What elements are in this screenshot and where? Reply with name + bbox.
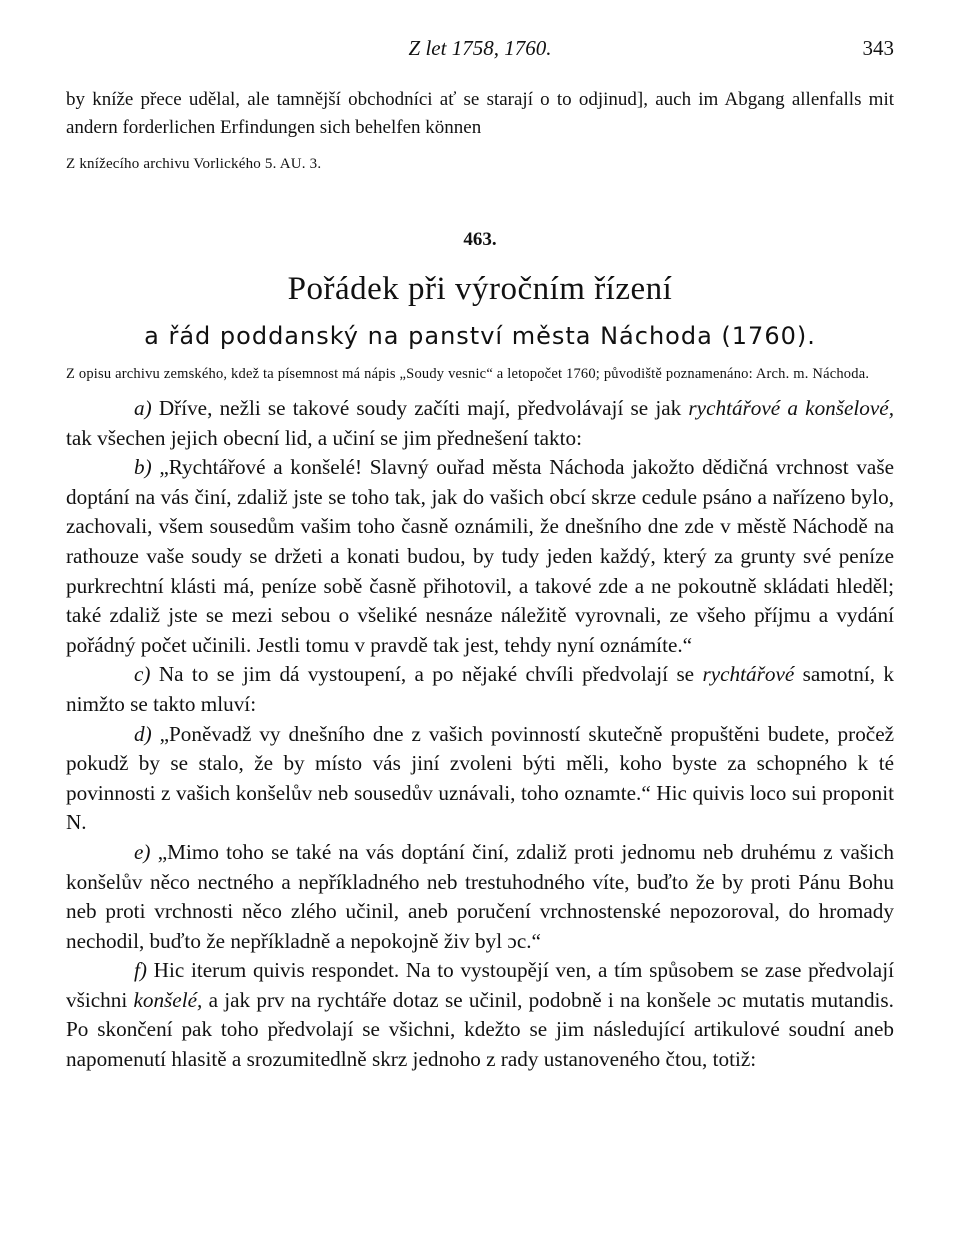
paragraph-marker: e)	[134, 839, 151, 864]
paragraph-text: „Poněvadž vy dnešního dne z vašich povinností skutečně propuštěni budete, pročež pokudž by se stalo, že by místo vás jiní zvoleni býti měli, koho byste za schopného k té povinnosti z vašich konšelův neb sousedův uznávali, toho oznamte.“ Hic quivis loco sui proponit N.	[66, 721, 894, 835]
paragraph-text: Na to se jim dá vystoupení, a po nějaké chvíli předvolají se	[150, 662, 703, 687]
paragraph-marker: f)	[134, 958, 147, 983]
paragraph	[66, 838, 894, 956]
italic-term: rychtářové	[702, 662, 795, 687]
paragraph	[66, 720, 894, 838]
paragraph-text: „Rychtářové a konšelé! Slavný ouřad města Náchoda jakožto dědičná vrchnost vaše doptání na vás činí, zdaliž jste se toho tak, jak do vašich obcí skrze cedule psáno a nařízeno bylo, zachovali, všem sousedům vašim toho časně oznámili, že dnešního dne zde v městě Náchodě na rathouze vaše soudy se držeti a konati budou, by tudy jeden každý, který za grunty své peníze purkrechtní klásti má, peníze sobě časně přihotovil, a takové zde a ne pokoutně skládati hleděl; také zdaliž jste se mezi sebou o všeliké nesnáze náležitě vyrovnali, ze všeho příjmu a vydání pořádný počet učinili. Jestli tomu v pravdě tak jest, tehdy nyní oznámíte.“	[66, 455, 894, 657]
running-title: Z let 1758, 1760.	[408, 36, 552, 60]
paragraph-marker: d)	[134, 721, 152, 746]
document-subtitle: a řád poddanský na panství města Náchoda (1760).	[144, 322, 816, 350]
paragraph-marker: b)	[134, 455, 152, 480]
paragraph-text: Dříve, nežli se takové soudy začíti mají, předvolávají se jak	[151, 396, 689, 420]
carryover-source-note: Z knížecího archivu Vorlického 5. AU. 3.	[66, 156, 322, 172]
paragraph	[66, 394, 894, 453]
paragraph-marker: a)	[134, 396, 152, 420]
paragraph-text: „Mimo toho se také na vás doptání činí, zdaliž proti jednomu neb druhému z vašich konšelův něco nectného a nepříkladného neb trestuhodného víte, buďto že by proti Pánu Bohu neb proti vrchnosti něco zlého učinil, aneb poručení vrchnostenské nepozoroval, do hromady nechodil, buďto že nepříkladně a nepokojně živ byl ɔc.“	[66, 839, 894, 953]
paragraph-text: a jak prv na rychtáře dotaz se učinil, podobně i na konšele ɔc mutatis mutandis. Po skončení pak toho předvolají se všichni, kdežto se jim následující artikulové soudní aneb napomenutí hlasitě a srozumitedlně skrz jednoho z rady ustanoveného čtou, totiž:	[66, 987, 894, 1072]
italic-term: rychtářové a konšelové,	[688, 396, 894, 420]
paragraph-text: Hic iterum quivis respondet. Na to vystoupějí ven, a tím spůsobem se zase předvolají všichni	[66, 958, 894, 1012]
paragraph-text: tak všechen jejich obecní lid, a učiní se jim přednešení takto:	[66, 425, 582, 450]
paragraph-text: samotní, k nimžto se takto mluví:	[66, 662, 895, 716]
document-source-note: Z opisu archivu zemského, kdež ta písemnost má nápis „Soudy vesnic“ a letopočet 1760; původiště poznamenáno: Arch. m. Náchoda.	[66, 366, 870, 382]
running-head	[66, 36, 894, 64]
document-title: Pořádek při výročním řízení	[287, 271, 673, 307]
italic-term: konšelé,	[133, 987, 203, 1012]
carryover-text: by kníže přece udělal, ale tamnější obchodníci ať se starají o to odjinud], auch im Abgang allenfalls mit andern forderlichen Erfindungen sich behelfen können	[66, 89, 894, 138]
page-number: 343	[862, 36, 894, 60]
page	[66, 36, 894, 1075]
paragraph-marker: c)	[134, 662, 151, 687]
paragraph	[66, 956, 894, 1074]
paragraph	[66, 660, 894, 719]
document-number: 463.	[463, 229, 497, 250]
paragraph	[66, 453, 894, 660]
document-body	[66, 394, 894, 1075]
